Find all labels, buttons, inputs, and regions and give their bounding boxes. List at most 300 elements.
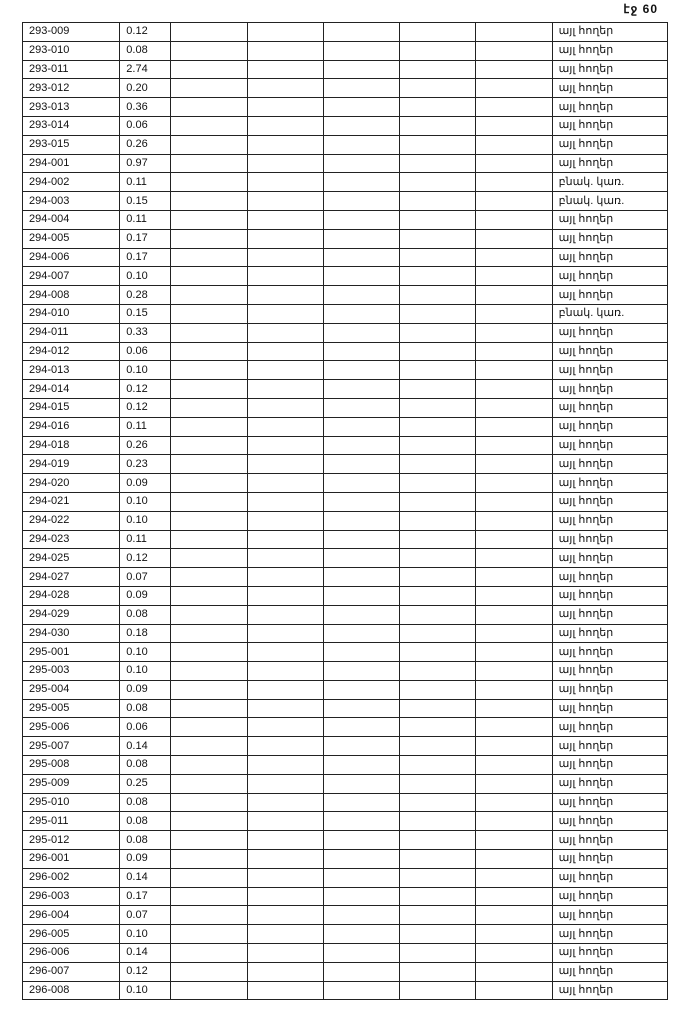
parcel-code-cell: 296-003 bbox=[23, 887, 120, 906]
empty-cell bbox=[476, 680, 552, 699]
empty-cell bbox=[323, 267, 399, 286]
empty-cell bbox=[247, 906, 323, 925]
area-cell: 0.14 bbox=[120, 868, 171, 887]
empty-cell bbox=[247, 286, 323, 305]
empty-cell bbox=[247, 680, 323, 699]
empty-cell bbox=[247, 850, 323, 869]
empty-cell bbox=[400, 549, 476, 568]
empty-cell bbox=[171, 361, 247, 380]
empty-cell bbox=[400, 850, 476, 869]
empty-cell bbox=[171, 887, 247, 906]
empty-cell bbox=[171, 831, 247, 850]
land-type-cell: այլ հողեր bbox=[552, 605, 667, 624]
empty-cell bbox=[323, 41, 399, 60]
empty-cell bbox=[400, 812, 476, 831]
table-row bbox=[23, 568, 668, 587]
parcel-code-cell: 295-010 bbox=[23, 793, 120, 812]
empty-cell bbox=[476, 887, 552, 906]
area-cell: 2.74 bbox=[120, 60, 171, 79]
parcel-code-cell: 294-019 bbox=[23, 455, 120, 474]
table-row bbox=[23, 210, 668, 229]
empty-cell bbox=[247, 793, 323, 812]
parcel-code-cell: 294-020 bbox=[23, 474, 120, 493]
empty-cell bbox=[476, 60, 552, 79]
empty-cell bbox=[171, 530, 247, 549]
empty-cell bbox=[247, 868, 323, 887]
empty-cell bbox=[476, 417, 552, 436]
empty-cell bbox=[247, 41, 323, 60]
empty-cell bbox=[171, 60, 247, 79]
empty-cell bbox=[400, 981, 476, 1000]
table-row bbox=[23, 906, 668, 925]
parcel-code-cell: 294-006 bbox=[23, 248, 120, 267]
table-row bbox=[23, 624, 668, 643]
empty-cell bbox=[171, 267, 247, 286]
empty-cell bbox=[400, 718, 476, 737]
area-cell: 0.09 bbox=[120, 850, 171, 869]
empty-cell bbox=[400, 455, 476, 474]
empty-cell bbox=[323, 210, 399, 229]
empty-cell bbox=[323, 662, 399, 681]
empty-cell bbox=[323, 944, 399, 963]
empty-cell bbox=[323, 342, 399, 361]
table-row bbox=[23, 98, 668, 117]
area-cell: 0.14 bbox=[120, 737, 171, 756]
empty-cell bbox=[171, 774, 247, 793]
empty-cell bbox=[247, 981, 323, 1000]
parcel-code-cell: 295-011 bbox=[23, 812, 120, 831]
empty-cell bbox=[247, 925, 323, 944]
table-row bbox=[23, 643, 668, 662]
area-cell: 0.08 bbox=[120, 831, 171, 850]
empty-cell bbox=[247, 79, 323, 98]
empty-cell bbox=[171, 605, 247, 624]
parcel-code-cell: 296-002 bbox=[23, 868, 120, 887]
parcel-code-cell: 293-012 bbox=[23, 79, 120, 98]
parcel-code-cell: 295-004 bbox=[23, 680, 120, 699]
empty-cell bbox=[476, 342, 552, 361]
land-type-cell: այլ հողեր bbox=[552, 492, 667, 511]
empty-cell bbox=[247, 718, 323, 737]
table-row bbox=[23, 662, 668, 681]
table-row bbox=[23, 474, 668, 493]
empty-cell bbox=[247, 23, 323, 42]
empty-cell bbox=[247, 887, 323, 906]
empty-cell bbox=[323, 23, 399, 42]
table-row bbox=[23, 605, 668, 624]
empty-cell bbox=[247, 380, 323, 399]
land-type-cell: այլ հողեր bbox=[552, 962, 667, 981]
land-type-cell: այլ հողեր bbox=[552, 98, 667, 117]
table-row bbox=[23, 455, 668, 474]
empty-cell bbox=[400, 229, 476, 248]
empty-cell bbox=[476, 304, 552, 323]
empty-cell bbox=[171, 662, 247, 681]
parcel-code-cell: 296-006 bbox=[23, 944, 120, 963]
area-cell: 0.08 bbox=[120, 812, 171, 831]
land-type-cell: այլ հողեր bbox=[552, 60, 667, 79]
empty-cell bbox=[323, 981, 399, 1000]
land-type-cell: այլ հողեր bbox=[552, 793, 667, 812]
land-type-cell: այլ հողեր bbox=[552, 210, 667, 229]
empty-cell bbox=[171, 23, 247, 42]
empty-cell bbox=[247, 60, 323, 79]
empty-cell bbox=[476, 380, 552, 399]
area-cell: 0.25 bbox=[120, 774, 171, 793]
empty-cell bbox=[400, 210, 476, 229]
table-row bbox=[23, 248, 668, 267]
empty-cell bbox=[247, 116, 323, 135]
area-cell: 0.06 bbox=[120, 718, 171, 737]
empty-cell bbox=[323, 492, 399, 511]
area-cell: 0.10 bbox=[120, 511, 171, 530]
empty-cell bbox=[476, 624, 552, 643]
empty-cell bbox=[247, 398, 323, 417]
empty-cell bbox=[323, 79, 399, 98]
table-row bbox=[23, 417, 668, 436]
parcel-code-cell: 294-028 bbox=[23, 586, 120, 605]
empty-cell bbox=[400, 774, 476, 793]
land-type-cell: այլ հողեր bbox=[552, 831, 667, 850]
table-row bbox=[23, 812, 668, 831]
land-type-cell: այլ հողեր bbox=[552, 549, 667, 568]
empty-cell bbox=[476, 774, 552, 793]
area-cell: 0.12 bbox=[120, 962, 171, 981]
empty-cell bbox=[171, 398, 247, 417]
land-type-cell: այլ հողեր bbox=[552, 41, 667, 60]
land-type-cell: այլ հողեր bbox=[552, 981, 667, 1000]
parcel-code-cell: 293-009 bbox=[23, 23, 120, 42]
empty-cell bbox=[323, 774, 399, 793]
land-type-cell: այլ հողեր bbox=[552, 267, 667, 286]
area-cell: 0.10 bbox=[120, 925, 171, 944]
area-cell: 0.17 bbox=[120, 229, 171, 248]
empty-cell bbox=[171, 680, 247, 699]
parcel-code-cell: 294-021 bbox=[23, 492, 120, 511]
area-cell: 0.09 bbox=[120, 586, 171, 605]
area-cell: 0.10 bbox=[120, 643, 171, 662]
empty-cell bbox=[400, 586, 476, 605]
empty-cell bbox=[400, 79, 476, 98]
land-type-cell: այլ հողեր bbox=[552, 568, 667, 587]
empty-cell bbox=[476, 868, 552, 887]
empty-cell bbox=[400, 248, 476, 267]
empty-cell bbox=[476, 436, 552, 455]
empty-cell bbox=[476, 98, 552, 117]
empty-cell bbox=[476, 474, 552, 493]
empty-cell bbox=[476, 135, 552, 154]
area-cell: 0.20 bbox=[120, 79, 171, 98]
table-row bbox=[23, 436, 668, 455]
table-row bbox=[23, 116, 668, 135]
empty-cell bbox=[171, 323, 247, 342]
empty-cell bbox=[476, 173, 552, 192]
table-row bbox=[23, 549, 668, 568]
empty-cell bbox=[400, 304, 476, 323]
empty-cell bbox=[323, 756, 399, 775]
land-parcel-table bbox=[22, 22, 668, 1000]
empty-cell bbox=[476, 962, 552, 981]
area-cell: 0.97 bbox=[120, 154, 171, 173]
parcel-code-cell: 294-008 bbox=[23, 286, 120, 305]
parcel-code-cell: 294-022 bbox=[23, 511, 120, 530]
parcel-code-cell: 296-004 bbox=[23, 906, 120, 925]
area-cell: 0.11 bbox=[120, 210, 171, 229]
empty-cell bbox=[400, 98, 476, 117]
empty-cell bbox=[247, 643, 323, 662]
area-cell: 0.10 bbox=[120, 492, 171, 511]
empty-cell bbox=[400, 793, 476, 812]
land-type-cell: այլ հողեր bbox=[552, 79, 667, 98]
empty-cell bbox=[476, 398, 552, 417]
empty-cell bbox=[171, 624, 247, 643]
parcel-code-cell: 293-010 bbox=[23, 41, 120, 60]
empty-cell bbox=[400, 831, 476, 850]
land-type-cell: այլ հողեր bbox=[552, 718, 667, 737]
empty-cell bbox=[171, 154, 247, 173]
empty-cell bbox=[247, 248, 323, 267]
land-type-cell: այլ հողեր bbox=[552, 436, 667, 455]
empty-cell bbox=[400, 699, 476, 718]
table-row bbox=[23, 850, 668, 869]
empty-cell bbox=[171, 116, 247, 135]
area-cell: 0.08 bbox=[120, 756, 171, 775]
land-type-cell: այլ հողեր bbox=[552, 887, 667, 906]
empty-cell bbox=[476, 605, 552, 624]
parcel-code-cell: 294-004 bbox=[23, 210, 120, 229]
empty-cell bbox=[400, 624, 476, 643]
area-cell: 0.09 bbox=[120, 680, 171, 699]
empty-cell bbox=[400, 530, 476, 549]
table-row bbox=[23, 981, 668, 1000]
empty-cell bbox=[323, 737, 399, 756]
empty-cell bbox=[247, 962, 323, 981]
table-row bbox=[23, 192, 668, 211]
empty-cell bbox=[171, 718, 247, 737]
empty-cell bbox=[400, 323, 476, 342]
empty-cell bbox=[323, 624, 399, 643]
table-row bbox=[23, 680, 668, 699]
empty-cell bbox=[323, 436, 399, 455]
area-cell: 0.07 bbox=[120, 906, 171, 925]
parcel-code-cell: 295-009 bbox=[23, 774, 120, 793]
empty-cell bbox=[171, 549, 247, 568]
empty-cell bbox=[247, 192, 323, 211]
empty-cell bbox=[247, 474, 323, 493]
land-type-cell: այլ հողեր bbox=[552, 643, 667, 662]
empty-cell bbox=[323, 474, 399, 493]
empty-cell bbox=[400, 286, 476, 305]
table-row bbox=[23, 286, 668, 305]
parcel-code-cell: 294-007 bbox=[23, 267, 120, 286]
empty-cell bbox=[476, 229, 552, 248]
empty-cell bbox=[247, 549, 323, 568]
parcel-code-cell: 294-012 bbox=[23, 342, 120, 361]
area-cell: 0.15 bbox=[120, 192, 171, 211]
empty-cell bbox=[400, 605, 476, 624]
empty-cell bbox=[323, 850, 399, 869]
area-cell: 0.26 bbox=[120, 135, 171, 154]
empty-cell bbox=[323, 192, 399, 211]
empty-cell bbox=[323, 361, 399, 380]
empty-cell bbox=[247, 530, 323, 549]
empty-cell bbox=[171, 192, 247, 211]
land-type-cell: այլ հողեր bbox=[552, 229, 667, 248]
area-cell: 0.10 bbox=[120, 981, 171, 1000]
area-cell: 0.12 bbox=[120, 398, 171, 417]
table-row bbox=[23, 323, 668, 342]
empty-cell bbox=[171, 981, 247, 1000]
empty-cell bbox=[323, 229, 399, 248]
land-type-cell: այլ հողեր bbox=[552, 662, 667, 681]
land-type-cell: բնակ. կառ. bbox=[552, 173, 667, 192]
table-row bbox=[23, 737, 668, 756]
parcel-code-cell: 293-014 bbox=[23, 116, 120, 135]
empty-cell bbox=[323, 248, 399, 267]
area-cell: 0.36 bbox=[120, 98, 171, 117]
parcel-code-cell: 295-001 bbox=[23, 643, 120, 662]
empty-cell bbox=[323, 380, 399, 399]
parcel-code-cell: 295-003 bbox=[23, 662, 120, 681]
land-type-cell: այլ հողեր bbox=[552, 248, 667, 267]
land-type-cell: բնակ. կառ. bbox=[552, 192, 667, 211]
empty-cell bbox=[323, 831, 399, 850]
empty-cell bbox=[400, 154, 476, 173]
table-row bbox=[23, 41, 668, 60]
empty-cell bbox=[247, 342, 323, 361]
empty-cell bbox=[476, 23, 552, 42]
empty-cell bbox=[323, 925, 399, 944]
empty-cell bbox=[323, 98, 399, 117]
empty-cell bbox=[323, 154, 399, 173]
empty-cell bbox=[247, 737, 323, 756]
empty-cell bbox=[247, 417, 323, 436]
empty-cell bbox=[247, 173, 323, 192]
page-number: էջ 60 bbox=[623, 2, 658, 16]
area-cell: 0.07 bbox=[120, 568, 171, 587]
empty-cell bbox=[247, 586, 323, 605]
empty-cell bbox=[476, 718, 552, 737]
empty-cell bbox=[247, 812, 323, 831]
empty-cell bbox=[400, 680, 476, 699]
area-cell: 0.17 bbox=[120, 248, 171, 267]
area-cell: 0.08 bbox=[120, 793, 171, 812]
land-type-cell: այլ հողեր bbox=[552, 868, 667, 887]
empty-cell bbox=[323, 586, 399, 605]
land-type-cell: այլ հողեր bbox=[552, 624, 667, 643]
empty-cell bbox=[323, 286, 399, 305]
empty-cell bbox=[323, 868, 399, 887]
empty-cell bbox=[323, 398, 399, 417]
empty-cell bbox=[400, 417, 476, 436]
parcel-code-cell: 296-008 bbox=[23, 981, 120, 1000]
land-type-cell: այլ հողեր bbox=[552, 944, 667, 963]
empty-cell bbox=[171, 925, 247, 944]
empty-cell bbox=[323, 323, 399, 342]
empty-cell bbox=[400, 925, 476, 944]
empty-cell bbox=[323, 116, 399, 135]
empty-cell bbox=[476, 831, 552, 850]
table-row bbox=[23, 793, 668, 812]
empty-cell bbox=[247, 662, 323, 681]
empty-cell bbox=[476, 925, 552, 944]
parcel-code-cell: 294-029 bbox=[23, 605, 120, 624]
empty-cell bbox=[323, 793, 399, 812]
land-type-cell: այլ հողեր bbox=[552, 398, 667, 417]
area-cell: 0.23 bbox=[120, 455, 171, 474]
area-cell: 0.11 bbox=[120, 417, 171, 436]
parcel-code-cell: 295-005 bbox=[23, 699, 120, 718]
area-cell: 0.10 bbox=[120, 361, 171, 380]
area-cell: 0.12 bbox=[120, 549, 171, 568]
empty-cell bbox=[171, 492, 247, 511]
empty-cell bbox=[476, 248, 552, 267]
parcel-code-cell: 294-027 bbox=[23, 568, 120, 587]
table-row bbox=[23, 530, 668, 549]
empty-cell bbox=[400, 906, 476, 925]
table-row bbox=[23, 173, 668, 192]
table-row bbox=[23, 511, 668, 530]
empty-cell bbox=[400, 342, 476, 361]
empty-cell bbox=[476, 549, 552, 568]
empty-cell bbox=[171, 135, 247, 154]
empty-cell bbox=[400, 192, 476, 211]
empty-cell bbox=[476, 530, 552, 549]
area-cell: 0.12 bbox=[120, 23, 171, 42]
empty-cell bbox=[247, 511, 323, 530]
empty-cell bbox=[247, 568, 323, 587]
empty-cell bbox=[400, 474, 476, 493]
land-type-cell: այլ հողեր bbox=[552, 925, 667, 944]
land-type-cell: այլ հողեր bbox=[552, 116, 667, 135]
land-type-cell: այլ հողեր bbox=[552, 455, 667, 474]
empty-cell bbox=[400, 23, 476, 42]
parcel-code-cell: 294-003 bbox=[23, 192, 120, 211]
empty-cell bbox=[171, 699, 247, 718]
empty-cell bbox=[476, 361, 552, 380]
land-type-cell: այլ հողեր bbox=[552, 23, 667, 42]
empty-cell bbox=[247, 436, 323, 455]
land-type-cell: այլ հողեր bbox=[552, 586, 667, 605]
empty-cell bbox=[247, 605, 323, 624]
table-row bbox=[23, 23, 668, 42]
empty-cell bbox=[171, 41, 247, 60]
empty-cell bbox=[323, 680, 399, 699]
table-row bbox=[23, 868, 668, 887]
empty-cell bbox=[171, 229, 247, 248]
empty-cell bbox=[400, 361, 476, 380]
area-cell: 0.33 bbox=[120, 323, 171, 342]
empty-cell bbox=[400, 135, 476, 154]
table-row bbox=[23, 586, 668, 605]
empty-cell bbox=[476, 455, 552, 474]
empty-cell bbox=[323, 718, 399, 737]
empty-cell bbox=[400, 662, 476, 681]
land-type-cell: այլ հողեր bbox=[552, 850, 667, 869]
parcel-code-cell: 294-025 bbox=[23, 549, 120, 568]
empty-cell bbox=[476, 812, 552, 831]
empty-cell bbox=[171, 417, 247, 436]
empty-cell bbox=[247, 774, 323, 793]
empty-cell bbox=[171, 511, 247, 530]
table-row bbox=[23, 342, 668, 361]
area-cell: 0.28 bbox=[120, 286, 171, 305]
parcel-code-cell: 294-015 bbox=[23, 398, 120, 417]
empty-cell bbox=[171, 756, 247, 775]
area-cell: 0.12 bbox=[120, 380, 171, 399]
land-type-cell: այլ հողեր bbox=[552, 474, 667, 493]
empty-cell bbox=[171, 436, 247, 455]
